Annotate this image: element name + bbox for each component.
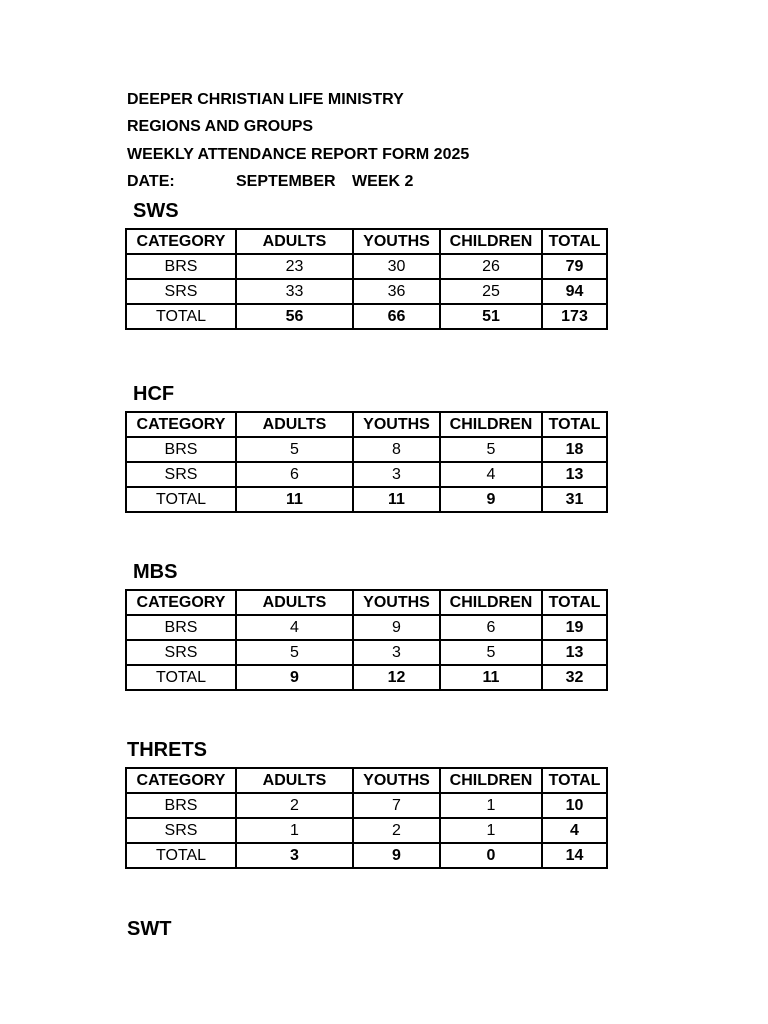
cell-children: 1 — [440, 793, 542, 818]
cell-children: 25 — [440, 279, 542, 304]
table-total-row — [126, 665, 607, 690]
cell-total: 4 — [542, 818, 607, 843]
col-header-total: TOTAL — [542, 412, 607, 437]
cell-youths: 3 — [353, 462, 440, 487]
col-header-category: CATEGORY — [126, 768, 236, 793]
cell-youths: 66 — [353, 304, 440, 329]
col-header-category: CATEGORY — [126, 229, 236, 254]
section-title: HCF — [133, 383, 175, 405]
table-header-row — [126, 229, 607, 254]
table-row — [126, 462, 607, 487]
cell-youths: 9 — [353, 843, 440, 868]
cell-category: BRS — [126, 437, 236, 462]
col-header-adults: ADULTS — [236, 412, 353, 437]
cell-youths: 2 — [353, 818, 440, 843]
attendance-table — [125, 767, 608, 869]
cell-adults: 3 — [236, 843, 353, 868]
date-week: WEEK 2 — [352, 173, 414, 190]
cell-youths: 30 — [353, 254, 440, 279]
cell-adults: 11 — [236, 487, 353, 512]
date-label: DATE: — [127, 173, 175, 190]
attendance-table — [125, 411, 608, 513]
cell-total: 13 — [542, 640, 607, 665]
cell-category: BRS — [126, 615, 236, 640]
col-header-total: TOTAL — [542, 229, 607, 254]
col-header-youths: YOUTHS — [353, 590, 440, 615]
cell-children: 5 — [440, 437, 542, 462]
col-header-youths: YOUTHS — [353, 412, 440, 437]
col-header-children: CHILDREN — [440, 768, 542, 793]
cell-youths: 7 — [353, 793, 440, 818]
cell-adults: 9 — [236, 665, 353, 690]
cell-category: SRS — [126, 462, 236, 487]
cell-children: 5 — [440, 640, 542, 665]
cell-adults: 4 — [236, 615, 353, 640]
cell-adults: 5 — [236, 437, 353, 462]
cell-youths: 36 — [353, 279, 440, 304]
cell-total: 13 — [542, 462, 607, 487]
table-header-row — [126, 590, 607, 615]
date-month: SEPTEMBER — [236, 173, 336, 190]
table-total-row — [126, 304, 607, 329]
col-header-adults: ADULTS — [236, 590, 353, 615]
cell-adults: 56 — [236, 304, 353, 329]
col-header-total: TOTAL — [542, 768, 607, 793]
cell-total: 94 — [542, 279, 607, 304]
attendance-table — [125, 228, 608, 330]
cell-category: SRS — [126, 279, 236, 304]
cell-youths: 3 — [353, 640, 440, 665]
col-header-youths: YOUTHS — [353, 229, 440, 254]
cell-youths: 8 — [353, 437, 440, 462]
cell-category: TOTAL — [126, 487, 236, 512]
table-row — [126, 793, 607, 818]
cell-youths: 12 — [353, 665, 440, 690]
table-total-row — [126, 487, 607, 512]
cell-children: 4 — [440, 462, 542, 487]
cell-adults: 2 — [236, 793, 353, 818]
cell-category: BRS — [126, 254, 236, 279]
col-header-youths: YOUTHS — [353, 768, 440, 793]
ministry-name: DEEPER CHRISTIAN LIFE MINISTRY — [127, 91, 404, 108]
cell-children: 0 — [440, 843, 542, 868]
cell-adults: 6 — [236, 462, 353, 487]
table-header-row — [126, 412, 607, 437]
form-title: WEEKLY ATTENDANCE REPORT FORM 2025 — [127, 146, 470, 163]
cell-total: 173 — [542, 304, 607, 329]
cell-total: 19 — [542, 615, 607, 640]
cell-total: 18 — [542, 437, 607, 462]
cell-adults: 33 — [236, 279, 353, 304]
cell-adults: 23 — [236, 254, 353, 279]
section-title: MBS — [133, 561, 178, 583]
cell-total: 10 — [542, 793, 607, 818]
table-header-row — [126, 768, 607, 793]
cell-category: SRS — [126, 640, 236, 665]
cell-children: 1 — [440, 818, 542, 843]
table-total-row — [126, 843, 607, 868]
col-header-category: CATEGORY — [126, 590, 236, 615]
section-title: THRETS — [127, 739, 207, 761]
cell-children: 11 — [440, 665, 542, 690]
cell-children: 6 — [440, 615, 542, 640]
col-header-total: TOTAL — [542, 590, 607, 615]
table-row — [126, 279, 607, 304]
attendance-table — [125, 589, 608, 691]
cell-total: 14 — [542, 843, 607, 868]
cell-total: 79 — [542, 254, 607, 279]
col-header-children: CHILDREN — [440, 590, 542, 615]
col-header-children: CHILDREN — [440, 412, 542, 437]
table-row — [126, 615, 607, 640]
cell-category: SRS — [126, 818, 236, 843]
cell-adults: 1 — [236, 818, 353, 843]
section-title: SWS — [133, 200, 179, 222]
table-row — [126, 818, 607, 843]
cell-category: TOTAL — [126, 304, 236, 329]
col-header-adults: ADULTS — [236, 768, 353, 793]
section-title: SWT — [127, 918, 172, 940]
cell-children: 9 — [440, 487, 542, 512]
col-header-category: CATEGORY — [126, 412, 236, 437]
cell-children: 26 — [440, 254, 542, 279]
regions-line: REGIONS AND GROUPS — [127, 118, 314, 135]
cell-category: TOTAL — [126, 665, 236, 690]
cell-youths: 9 — [353, 615, 440, 640]
table-row — [126, 254, 607, 279]
table-row — [126, 437, 607, 462]
cell-adults: 5 — [236, 640, 353, 665]
cell-category: BRS — [126, 793, 236, 818]
cell-category: TOTAL — [126, 843, 236, 868]
table-row — [126, 640, 607, 665]
cell-total: 31 — [542, 487, 607, 512]
cell-children: 51 — [440, 304, 542, 329]
cell-total: 32 — [542, 665, 607, 690]
col-header-adults: ADULTS — [236, 229, 353, 254]
col-header-children: CHILDREN — [440, 229, 542, 254]
cell-youths: 11 — [353, 487, 440, 512]
